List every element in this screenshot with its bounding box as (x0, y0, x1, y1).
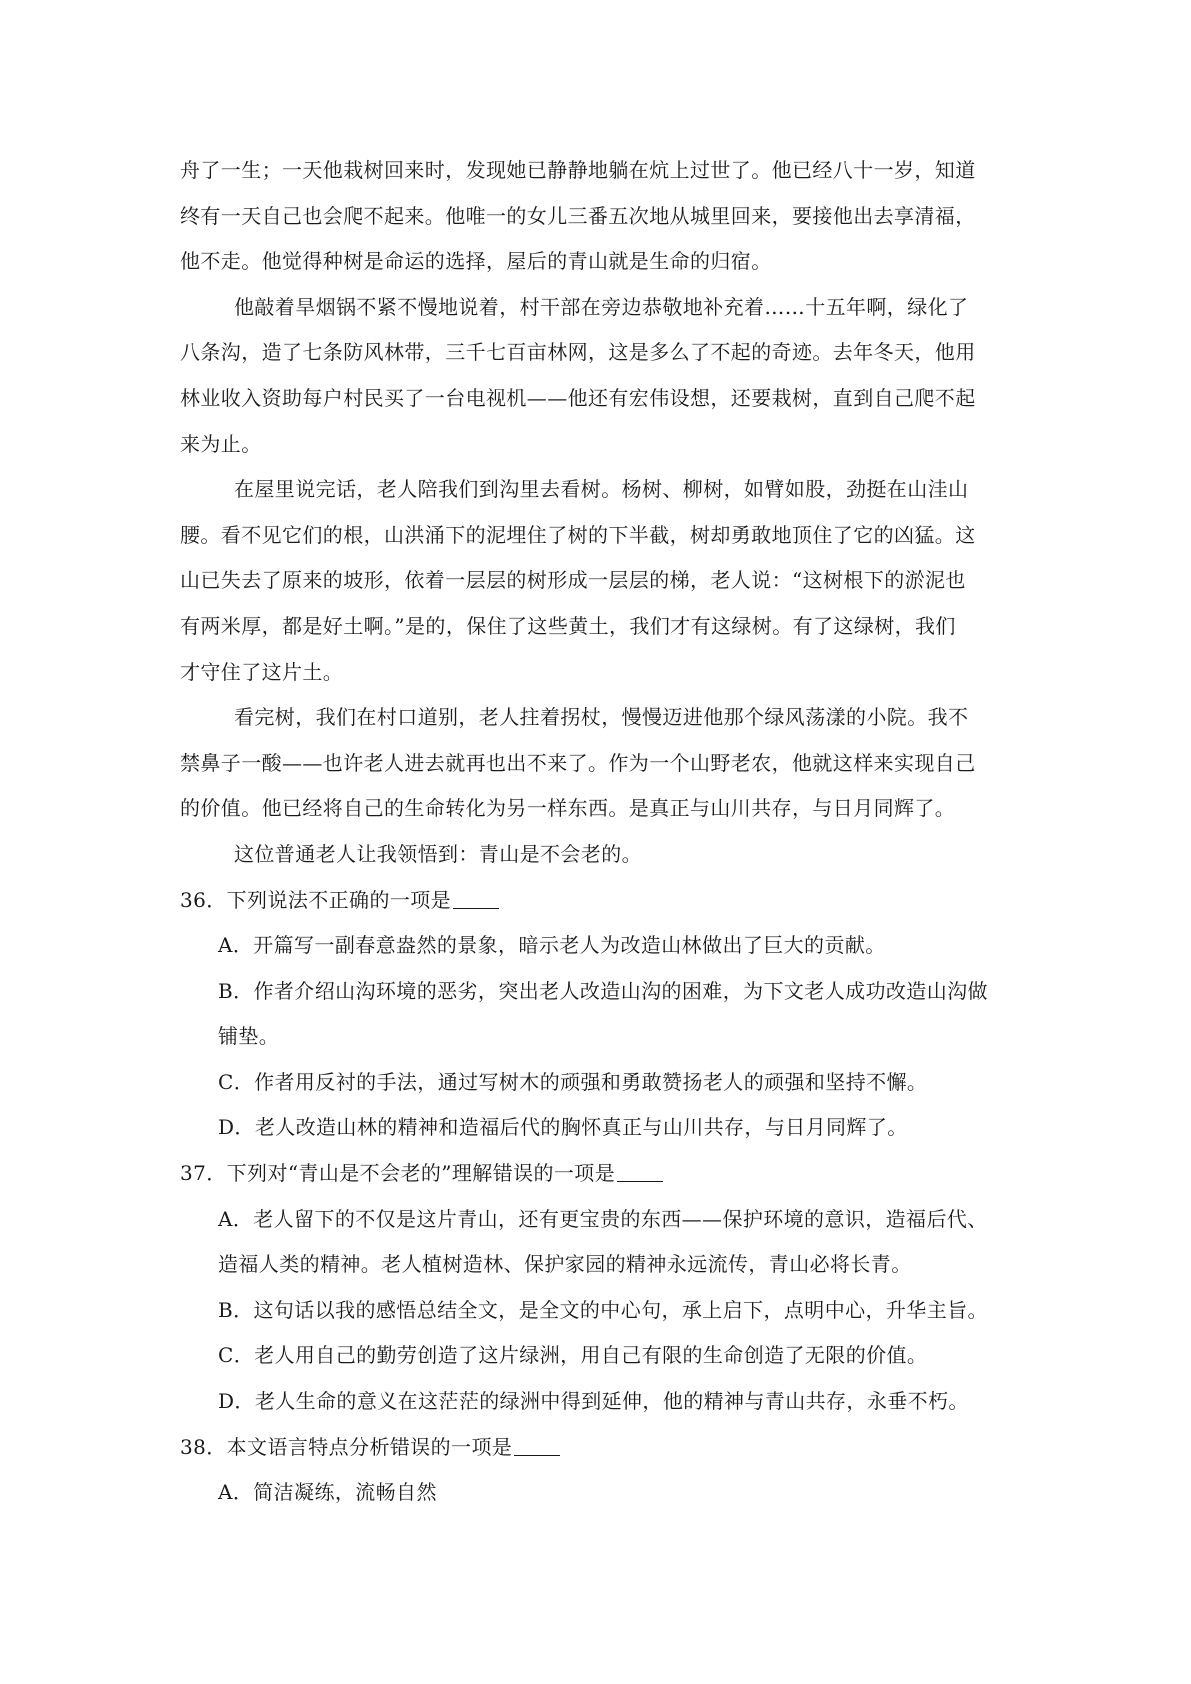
text-line: 在屋里说完话，老人陪我们到沟里去看树。杨树、柳树，如臂如股，劲挺在山洼山 (234, 477, 969, 502)
paragraph (180, 467, 1010, 695)
question-37 (180, 1151, 1010, 1425)
question-stem (180, 1425, 1010, 1471)
paragraph (180, 148, 1010, 285)
option-a: A．简洁凝练，流畅自然 (218, 1480, 437, 1505)
question-stem-text: 36．下列说法不正确的一项是 (180, 887, 452, 912)
text-line: 山已失去了原来的坡形，依着一层层的树形成一层层的梯，老人说：“这树根下的淤泥也 (180, 568, 966, 593)
text-line: 舟了一生；一天他栽树回来时，发现她已静静地躺在炕上过世了。他已经八十一岁，知道 (180, 158, 976, 182)
text-line: 腰。看不见它们的根，山洪涌下的泥埋住了树的下半截，树却勇敢地顶住了它的凶猛。这 (180, 522, 976, 547)
document-page (180, 148, 1010, 1516)
option-b-continued: 铺垫。 (218, 1024, 280, 1049)
text-line: 林业收入资助每户村民买了一台电视机——他还有宏伟设想，还要栽树，直到自己爬不起 (180, 385, 976, 410)
text-line: 终有一天自己也会爬不起来。他唯一的女儿三番五次地从城里回来，要接他出去享清福， (180, 203, 976, 228)
option-d: D．老人改造山林的精神和造福后代的胸怀真正与山川共存，与日月同辉了。 (218, 1115, 908, 1140)
question-stem (180, 878, 1010, 924)
text-line: 他不走。他觉得种树是命运的选择，屋后的青山就是生命的归宿。 (180, 249, 772, 274)
text-line: 他敲着旱烟锅不紧不慢地说着，村干部在旁边恭敬地补充着……十五年啊，绿化了 (234, 294, 969, 319)
text-line: 才守住了这片土。 (180, 659, 344, 684)
option-c: C．老人用自己的勤劳创造了这片绿洲，用自己有限的生命创造了无限的价值。 (218, 1343, 928, 1368)
answer-blank[interactable] (514, 1433, 560, 1456)
question-stem-text: 38．本文语言特点分析错误的一项是 (180, 1434, 513, 1459)
text-line: 禁鼻子一酸——也许老人进去就再也出不来了。作为一个山野老农，他就这样来实现自己 (180, 750, 976, 775)
option-c: C．作者用反衬的手法，通过写树木的顽强和勇敢赞扬老人的顽强和坚持不懈。 (218, 1069, 928, 1094)
paragraph (180, 695, 1010, 832)
option-d: D．老人生命的意义在这茫茫的绿洲中得到延伸，他的精神与青山共存，永垂不朽。 (218, 1389, 969, 1414)
answer-blank[interactable] (453, 886, 499, 909)
question-stem (180, 1151, 1010, 1197)
text-line: 来为止。 (180, 431, 262, 456)
paragraph (180, 285, 1010, 467)
question-36 (180, 878, 1010, 1152)
text-line: 的价值。他已经将自己的生命转化为另一样东西。是真正与山川共存，与日月同辉了。 (180, 796, 956, 821)
answer-blank[interactable] (617, 1159, 663, 1182)
option-a: A．老人留下的不仅是这片青山，还有更宝贵的东西——保护环境的意识，造福后代、 (218, 1206, 988, 1231)
option-b: B．作者介绍山沟环境的恶劣，突出老人改造山沟的困难，为下文老人成功改造山沟做 (218, 978, 988, 1003)
text-line: 有两米厚，都是好土啊。”是的，保住了这些黄土，我们才有这绿树。有了这绿树，我们 (180, 613, 956, 638)
question-38 (180, 1425, 1010, 1516)
text-line: 这位普通老人让我领悟到：青山是不会老的。 (234, 841, 642, 866)
option-a: A．开篇写一副春意盎然的景象，暗示老人为改造山林做出了巨大的贡献。 (218, 933, 886, 958)
option-b: B．这句话以我的感悟总结全文，是全文的中心句，承上启下，点明中心，升华主旨。 (218, 1297, 988, 1322)
paragraph (180, 832, 1010, 878)
question-stem-text: 37．下列对“青山是不会老的”理解错误的一项是 (180, 1161, 616, 1186)
text-line: 看完树，我们在村口道别，老人拄着拐杖，慢慢迈进他那个绿风荡漾的小院。我不 (234, 705, 969, 730)
option-a-continued: 造福人类的精神。老人植树造林、保护家园的精神永远流传，青山必将长青。 (218, 1252, 912, 1277)
text-line: 八条沟，造了七条防风林带，三千七百亩林网，这是多么了不起的奇迹。去年冬天，他用 (180, 340, 976, 365)
